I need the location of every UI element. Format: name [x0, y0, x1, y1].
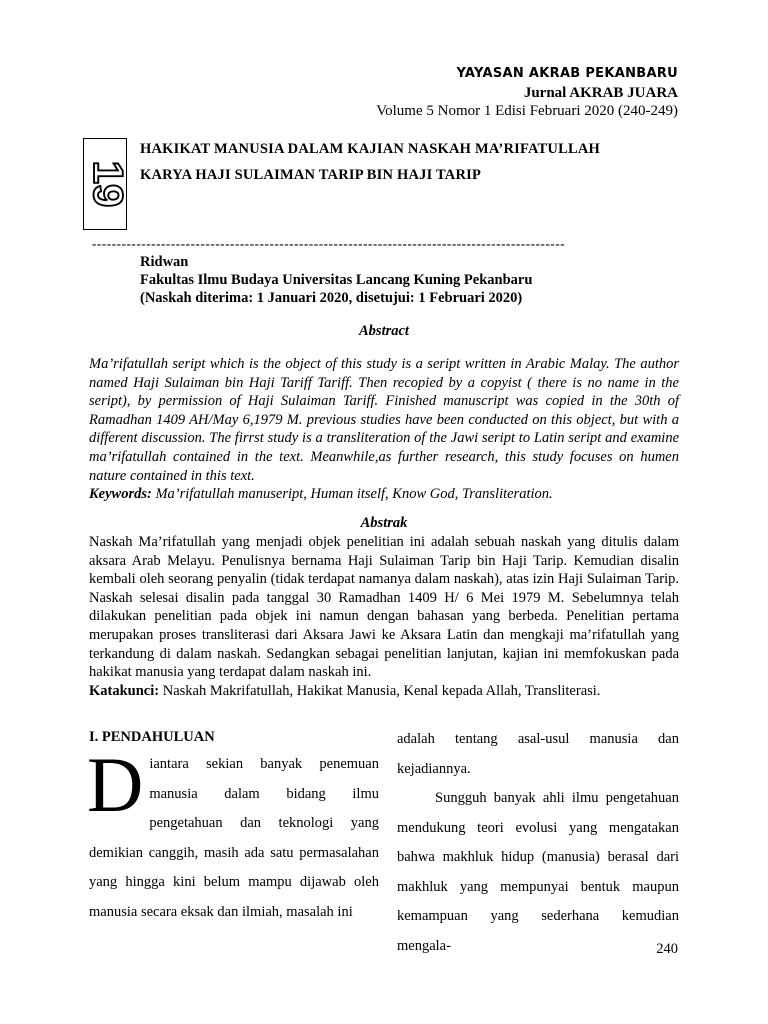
intro-paragraph — [87, 741, 379, 927]
author-name: Ridwan — [140, 254, 189, 270]
publisher-name: YAYASAN AKRAB PEKANBARU — [456, 66, 678, 81]
abstract-heading: Abstract — [359, 323, 409, 339]
katakunci-line — [89, 683, 600, 699]
abstract-english-body: Ma’rifatullah seript which is the object of this study is a seript written in Arabic Malay. The author named Haji Sulaiman bin Haji Tariff Tariff. Then recopied by a copyist ( there is no name in the seript), by permission of Haji Sulaiman Tariff. Finished manuscript was copied in the 30th of Ramadhan 1409 AH/May 6,1979 M. previous studies have been conducted on this object, but with a different discussion. The firrst study is a transliteration of the Jawi seript to Latin seript and examine ma’rifatullah contained in the text. Meanwhile,as further research, this study focuses on humen nature contained in this text. — [89, 356, 679, 484]
section-heading: I. PENDAHULUAN — [89, 729, 215, 745]
katakunci-text: Naskah Makrifatullah, Hakikat Manusia, Kenal kepada Allah, Transliterasi. — [162, 682, 601, 699]
abstract-english — [89, 355, 679, 504]
intro-left-text: iantara sekian banyak penemuan manusia dalam bidang ilmu pengetahuan dan teknologi yang demikian canggih, masih ada satu permasalahan yang hingga kini belum mampu dijawab oleh manusia secara eksak dan ilmiah, masalah ini — [89, 756, 379, 920]
article-number: 19 — [84, 160, 132, 208]
dashed-divider: ------------------------------------------------------------------------------------------------ — [92, 236, 566, 251]
journal-name: Jurnal AKRAB JUARA — [523, 85, 678, 101]
keywords-label: Keywords: — [89, 486, 152, 503]
abstract-indonesian-body: Naskah Ma’rifatullah yang menjadi objek penelitian ini adalah sebuah naskah yang ditulis dalam aksara Arab Melayu. Penulisnya bernama Haji Sulaiman Tarip bin Haji Tarip. Kemudian disalin kembali oleh seorang penyalin (tidak terdapat namanya dalam naskah), atas izin Haji Sulaiman Tarip. Naskah selesai disalin pada tanggal 30 Ramadhan 1409 H/ 6 Mei 1979 M. Sebelumnya telah dilakukan penelitian pada objek ini namun dengan bahasan yang berbeda. Penelitian pertama merupakan proses transliterasi dari Aksara Jawi ke Aksara Latin dan mengkaji ma’rifatullah yang terkandung di dalam naskah. Sedangkan sebagai penelitian lanjutan, kajian ini memfokuskan pada hakikat manusia yang terdapat dalam naskah ini. — [89, 534, 679, 681]
keywords-line — [89, 486, 553, 502]
keywords-text: Ma’rifatullah manuseript, Human itself, Know God, Transliteration. — [155, 486, 553, 503]
abstract-indonesian — [89, 533, 679, 700]
journal-volume: Volume 5 Nomor 1 Edisi Februari 2020 (240-249) — [376, 103, 678, 119]
article-number-box — [83, 138, 132, 230]
intro-right-paragraph-1: adalah tentang asal-usul manusia dan kejadiannya. — [397, 731, 679, 777]
article-title-line-2: KARYA HAJI SULAIMAN TARIP BIN HAJI TARIP — [140, 167, 482, 183]
katakunci-label: Katakunci: — [89, 682, 160, 699]
drop-cap: D — [87, 741, 144, 828]
submission-dates: (Naskah diterima: 1 Januari 2020, disetujui: 1 Februari 2020) — [140, 290, 523, 306]
body-column-right — [397, 725, 679, 961]
page-number: 240 — [656, 941, 678, 957]
article-number-graphic — [84, 139, 132, 229]
article-title-line-1: HAKIKAT MANUSIA DALAM KAJIAN NASKAH MA’RIFATULLAH — [140, 141, 600, 157]
intro-right-paragraph-2: Sungguh banyak ahli ilmu pengetahuan mendukung teori evolusi yang mengatakan bahwa makhluk hidup (manusia) berasal dari makhluk yang mempunyai bentuk maupun kemampuan yang sederhana kemudian mengala- — [397, 790, 679, 954]
author-affiliation: Fakultas Ilmu Budaya Universitas Lancang Kuning Pekanbaru — [140, 272, 533, 288]
body-column-left — [89, 725, 379, 927]
abstrak-heading: Abstrak — [360, 515, 408, 531]
